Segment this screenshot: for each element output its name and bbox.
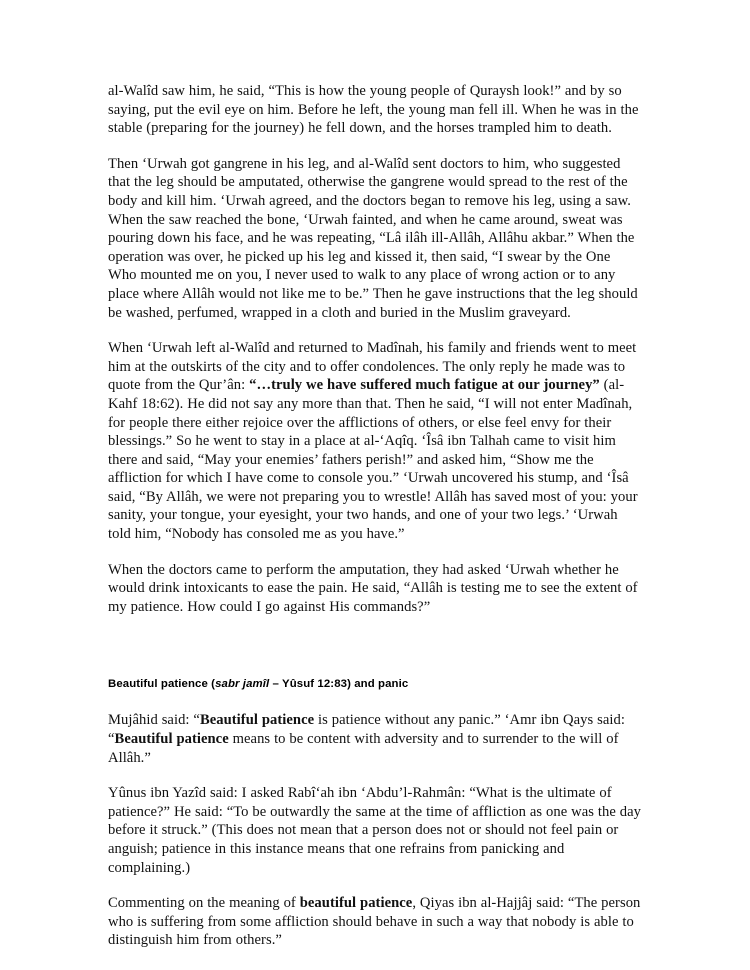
paragraph: Commenting on the meaning of beautiful patience, Qiyas ibn al-Hajjâj said: “The person who is suffering from some affliction should behave in such a way that nobody is able to distinguish him from others.” xyxy=(108,895,641,949)
heading-spacer xyxy=(108,633,642,677)
paragraph: Then ‘Urwah got gangrene in his leg, and al-Walîd sent doctors to him, who suggested that the leg should be amputated, otherwise the gangrene would spread to the rest of the body and kill him. ‘Urwah agreed, and the doctors began to remove his leg, using a saw. When the saw reached the bone, ‘Urwah fainted, and when he came around, sweat was pouring down his face, and he was repeating, “Lâ ilâh ill-Allâh, Allâhu akbar.” When the operation was over, he picked up his leg and kissed it, then said, “I swear by the One Who mounted me on you, I never used to walk to any place of wrong action or to any place where Allâh would not like me to be.” Then he gave instructions that the leg should be washed, perfumed, wrapped in a cloth and buried in the Muslim graveyard. xyxy=(108,155,638,321)
emphasis-text: Beautiful patience xyxy=(199,712,315,729)
section-heading: Beautiful patience (sabr jamîl – Yûsuf 12:83) and panic xyxy=(108,678,409,691)
paragraph: When ‘Urwah left al-Walîd and returned to Madînah, his family and friends went to meet him at the outskirts of the city and to offer condolences. The only reply he made was to quote from the Qur’ân: “…truly we have suffered much fatigue at our journey” (al-Kahf 18:62). He did not say any more than that. Then he said, “I will not enter Madînah, for people there either rejoice over the afflictions of others, or else feel envy for their blessings.” So he went to stay in a place at al-‘Aqîq. ‘Îsâ ibn Talhah came to visit him there and said, “May your enemies’ fathers perish!” and asked him, “Show me the affliction for which I have come to console you.” ‘Urwah uncovered his stump, and ‘Îsâ said, “By Allâh, we were not preparing you to wrestle! Allâh has saved most of you: your sanity, your tongue, your eyesight, your two hands, and one of your two legs.’ ‘Urwah told him, “Nobody has consoled me as you have.” xyxy=(108,340,638,543)
post-heading-spacer xyxy=(108,691,642,711)
emphasis-text: Beautiful patience xyxy=(114,731,229,748)
emphasis-text: “…truly we have suffered much fatigue at our journey” xyxy=(249,377,600,394)
paragraph: Yûnus ibn Yazîd said: I asked Rabî‘ah ibn ‘Abdu’l-Rahmân: “What is the ultimate of patience?” He said: “To be outwardly the same at the time of affliction as one was the day before it struck.” (This does not mean that a person does not or should not feel pain or anguish; patience in this instance means that one refrains from panicking and complaining.) xyxy=(108,785,642,876)
text-column xyxy=(108,82,642,950)
emphasis-text: beautiful patience xyxy=(299,895,413,912)
paragraph: al-Walîd saw him, he said, “This is how the young people of Quraysh look!” and by so saying, put the evil eye on him. Before he left, the young man fell ill. When he was in the stable (preparing for the journey) he fell down, and the horses trampled him to death. xyxy=(108,83,639,137)
transliteration-term: sabr jamîl xyxy=(215,678,270,691)
paragraph: When the doctors came to perform the amputation, they had asked ‘Urwah whether he would drink intoxicants to ease the pain. He said, “Allâh is testing me to see the extent of my patience. How could I go against His commands?” xyxy=(108,561,638,615)
paragraph: Mujâhid said: “Beautiful patience is patience without any panic.” ‘Amr ibn Qays said: “Beautiful patience means to be content with adversity and to surrender to the will of Allâh.” xyxy=(108,712,625,766)
